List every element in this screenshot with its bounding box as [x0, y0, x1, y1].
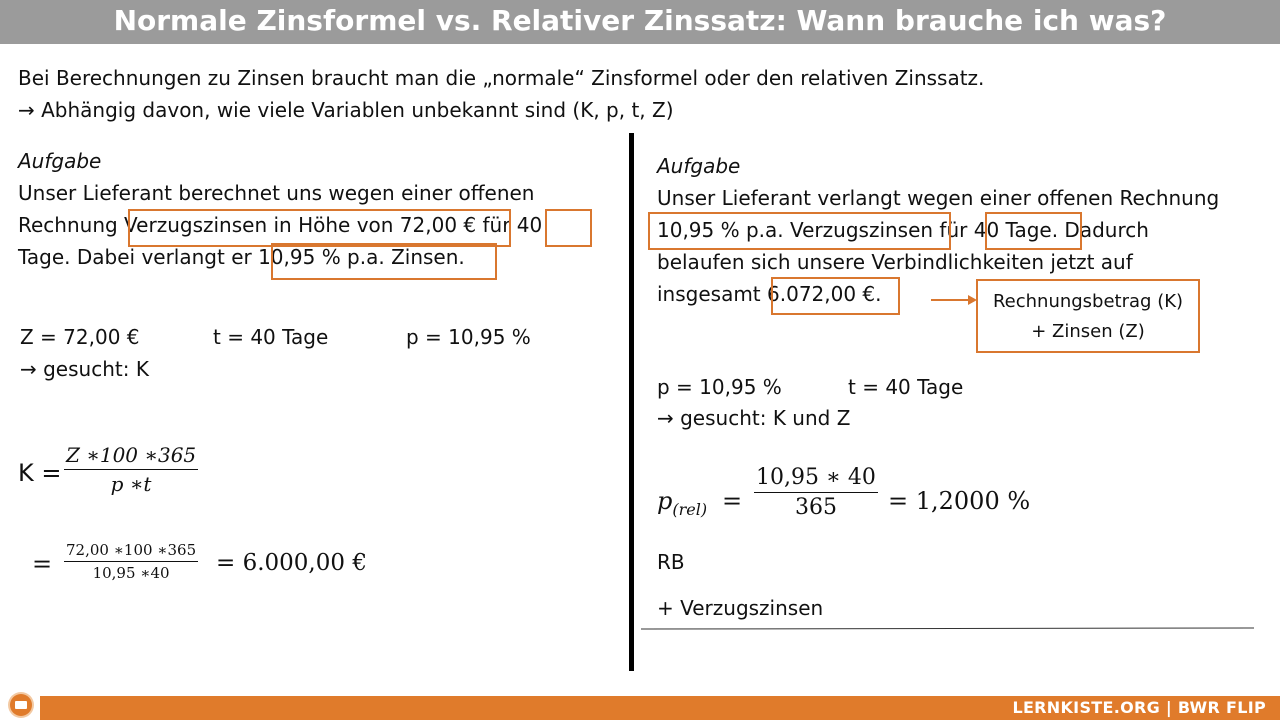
highlight-box-40-tage — [985, 212, 1082, 250]
right-task-line-1: Unser Lieferant verlangt wegen einer offenen Rechnung — [657, 186, 1220, 210]
right-task-heading: Aufgabe — [657, 154, 741, 178]
prel-symbol: p — [657, 487, 673, 515]
intro-line-1: Bei Berechnungen zu Zinsen braucht man die „normale“ Zinsformel oder den relativen Zinssatz. — [18, 66, 985, 90]
right-task-line-3: belaufen sich unsere Verbindlichkeiten jetzt auf — [657, 250, 1133, 274]
left-task-heading: Aufgabe — [18, 149, 102, 173]
column-divider — [629, 133, 634, 671]
calc-eq: = — [32, 550, 53, 578]
prel-lhs — [657, 487, 707, 519]
callout-box — [976, 279, 1200, 353]
right-given-t: t = 40 Tage — [848, 375, 964, 399]
footer-bar — [40, 696, 1280, 720]
right-given-p: p = 10,95 % — [657, 375, 782, 399]
highlight-box-zinsen — [128, 209, 511, 247]
title-bar — [0, 0, 1280, 44]
calc-result: = 6.000,00 € — [216, 550, 367, 576]
right-task-line-2: 10,95 % p.a. Verzugszinsen für 40 Tage. Dadurch — [657, 218, 1149, 242]
k-formula-lhs: K = — [18, 459, 62, 487]
right-task-line-4: insgesamt 6.072,00 €. — [657, 282, 882, 306]
left-given-p: p = 10,95 % — [406, 325, 531, 349]
callout-line-2: + Zinsen (Z) — [1031, 321, 1145, 342]
highlight-box-tage — [545, 209, 592, 247]
prel-fraction — [754, 465, 878, 520]
k-formula-fraction — [64, 443, 198, 496]
prel-subscript: (rel) — [672, 500, 708, 519]
highlight-box-betrag — [771, 277, 900, 315]
prel-numerator: 10,95 ∗ 40 — [754, 465, 878, 493]
right-sought: → gesucht: K und Z — [657, 406, 851, 430]
lernkiste-logo-icon — [10, 694, 32, 716]
left-given-z: Z = 72,00 € — [20, 325, 140, 349]
footer-brand: LERNKISTE.ORG | BWR FLIP — [1012, 698, 1266, 717]
k-formula-denominator: p ∗t — [110, 472, 152, 496]
calc-denominator: 10,95 ∗40 — [92, 564, 170, 582]
callout-line-1: Rechnungsbetrag (K) — [992, 291, 1184, 312]
left-task-line-2: Rechnung Verzugszinsen in Höhe von 72,00 € für 40 — [18, 213, 543, 237]
left-given-t: t = 40 Tage — [213, 325, 329, 349]
rb-label: RB — [657, 550, 685, 574]
page-title: Normale Zinsformel vs. Relativer Zinssatz: Wann brauche ich was? — [113, 4, 1167, 37]
calc-fraction — [64, 541, 198, 582]
left-sought: → gesucht: K — [20, 357, 149, 381]
k-formula-numerator: Z ∗100 ∗365 — [64, 443, 198, 470]
sum-line — [641, 627, 1254, 629]
highlight-box-verzugszinsen — [648, 212, 951, 250]
prel-denominator: 365 — [794, 495, 837, 520]
intro-line-2: → Abhängig davon, wie viele Variablen unbekannt sind (K, p, t, Z) — [18, 98, 674, 122]
calc-numerator: 72,00 ∗100 ∗365 — [64, 541, 198, 562]
highlight-box-zinssatz — [271, 243, 497, 280]
verzugszinsen-label: + Verzugszinsen — [657, 596, 824, 620]
left-task-line-3: Tage. Dabei verlangt er 10,95 % p.a. Zinsen. — [18, 245, 465, 269]
prel-result: = 1,2000 % — [888, 487, 1031, 515]
left-task-line-1: Unser Lieferant berechnet uns wegen einer offenen — [18, 181, 535, 205]
prel-eq: = — [722, 487, 743, 515]
